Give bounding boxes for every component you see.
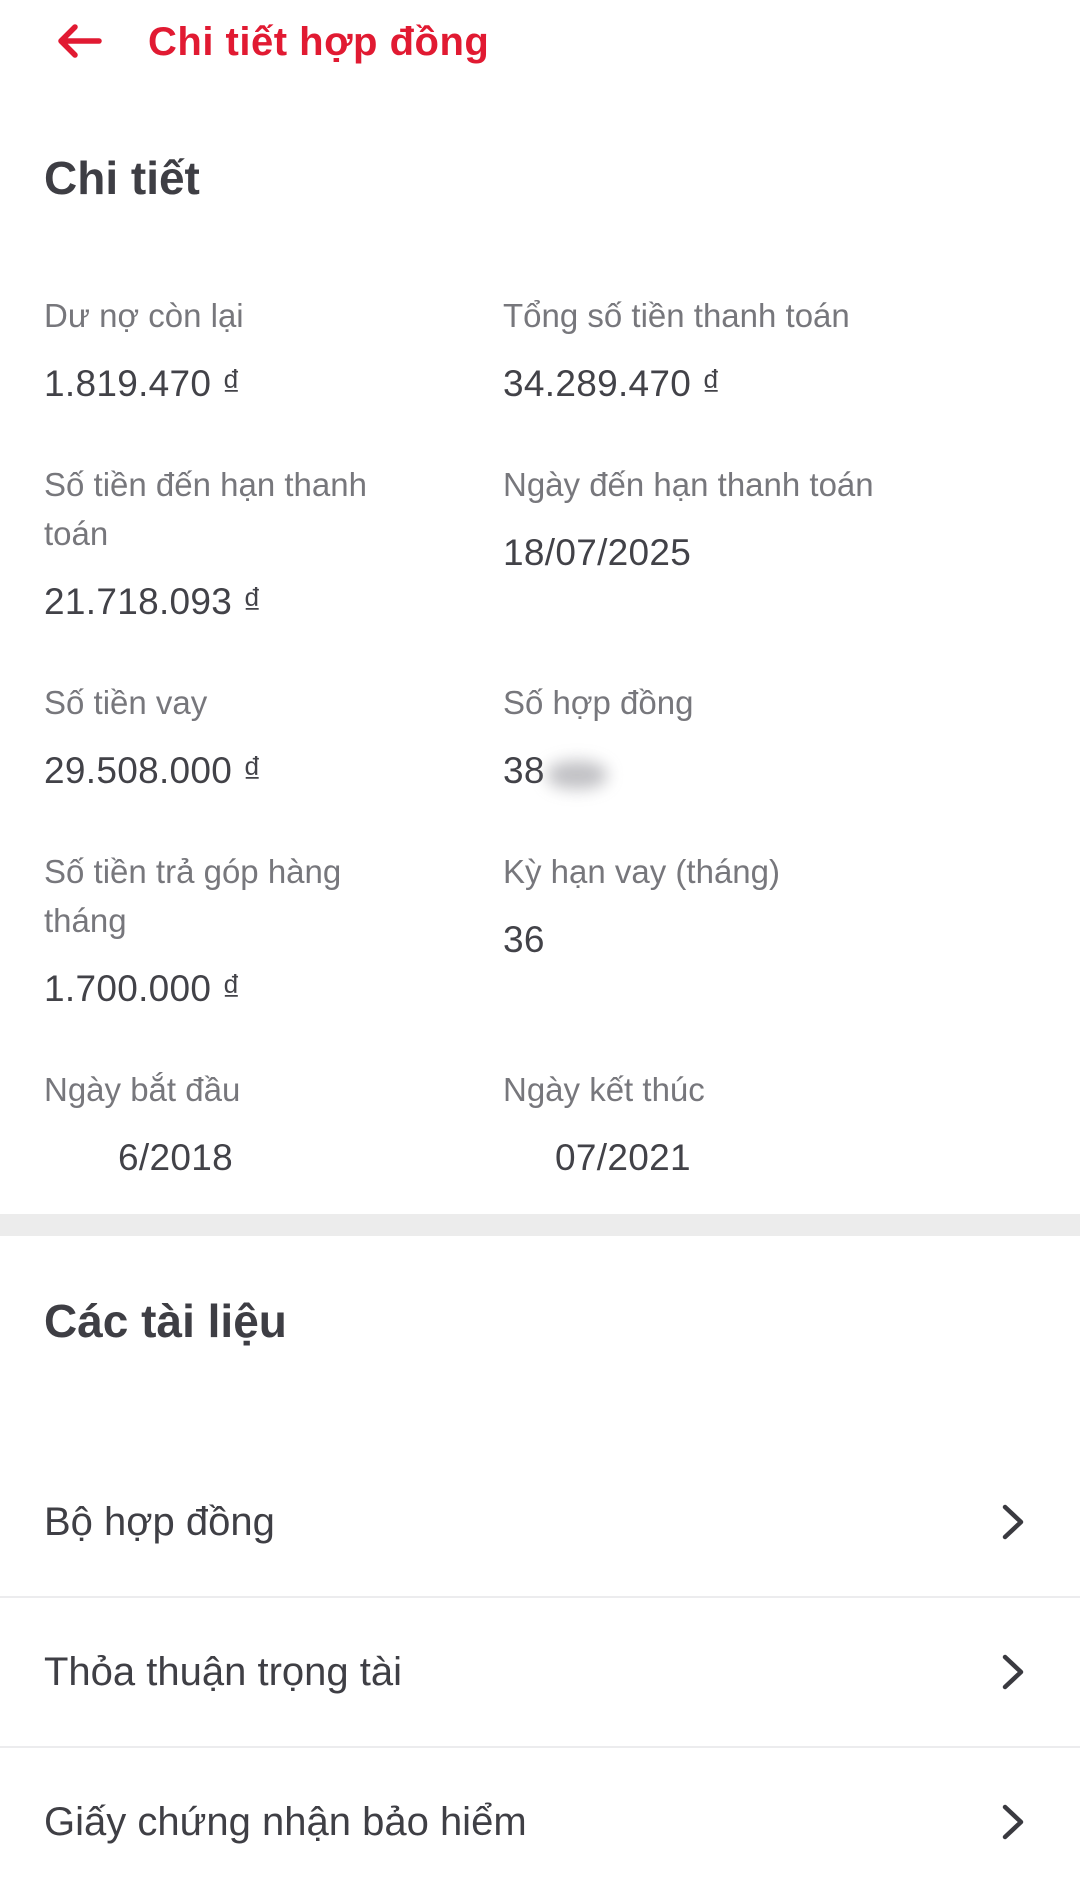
doc-item-contract-bundle[interactable] <box>0 1448 1080 1598</box>
field-total-payment <box>503 291 1040 412</box>
field-monthly-installment <box>44 847 503 1017</box>
field-loan-amount <box>44 678 503 799</box>
field-label: Số tiền trả góp hàng tháng <box>44 853 342 939</box>
field-remaining-balance <box>44 291 503 412</box>
section-divider-band <box>0 1214 1080 1236</box>
field-value: 36 <box>503 919 545 960</box>
documents-section-title: Các tài liệu <box>44 1295 287 1347</box>
back-button[interactable] <box>52 21 104 65</box>
field-label: Tổng số tiền thanh toán <box>503 297 850 334</box>
field-value: 07/2021 <box>555 1137 691 1178</box>
doc-item-arbitration-agreement[interactable] <box>0 1598 1080 1748</box>
doc-item-label: Thỏa thuận trọng tài <box>44 1650 403 1694</box>
redacted-value-blur <box>547 761 607 789</box>
app-bar <box>0 0 1080 65</box>
field-value: 34.289.470 ₫ <box>503 363 722 404</box>
field-value: 29.508.000 ₫ <box>44 750 263 791</box>
page-title: Chi tiết hợp đồng <box>148 20 490 64</box>
doc-item-label: Bộ hợp đồng <box>44 1500 275 1544</box>
field-end-date <box>503 1065 1040 1186</box>
field-label: Ngày đến hạn thanh toán <box>503 466 874 503</box>
field-amount-due <box>44 460 503 630</box>
field-due-date <box>503 460 1040 630</box>
chevron-right-icon <box>998 1801 1028 1843</box>
detail-fields-grid <box>0 291 1080 1186</box>
field-label: Dư nợ còn lại <box>44 297 244 334</box>
documents-list <box>0 1448 1080 1896</box>
field-label: Ngày bắt đầu <box>44 1071 241 1108</box>
field-label: Số tiền đến hạn thanh toán <box>44 466 367 552</box>
field-start-date <box>44 1065 503 1186</box>
doc-item-label: Giấy chứng nhận bảo hiểm <box>44 1800 527 1844</box>
field-label: Số hợp đồng <box>503 684 694 721</box>
field-value: 18/07/2025 <box>503 532 692 573</box>
field-value: 1.700.000 ₫ <box>44 968 242 1009</box>
field-value: 1.819.470 ₫ <box>44 363 242 404</box>
field-value: 38 <box>503 743 1040 799</box>
detail-section-title: Chi tiết <box>44 152 200 204</box>
field-value: 21.718.093 ₫ <box>44 581 263 622</box>
field-loan-term <box>503 847 1040 1017</box>
back-arrow-icon <box>54 20 102 65</box>
chevron-right-icon <box>998 1651 1028 1693</box>
doc-item-insurance-certificate[interactable] <box>0 1748 1080 1896</box>
field-label: Số tiền vay <box>44 684 208 721</box>
field-contract-number <box>503 678 1040 799</box>
field-label: Kỳ hạn vay (tháng) <box>503 853 780 890</box>
chevron-right-icon <box>998 1501 1028 1543</box>
field-label: Ngày kết thúc <box>503 1071 705 1108</box>
field-value: 6/2018 <box>118 1137 233 1178</box>
